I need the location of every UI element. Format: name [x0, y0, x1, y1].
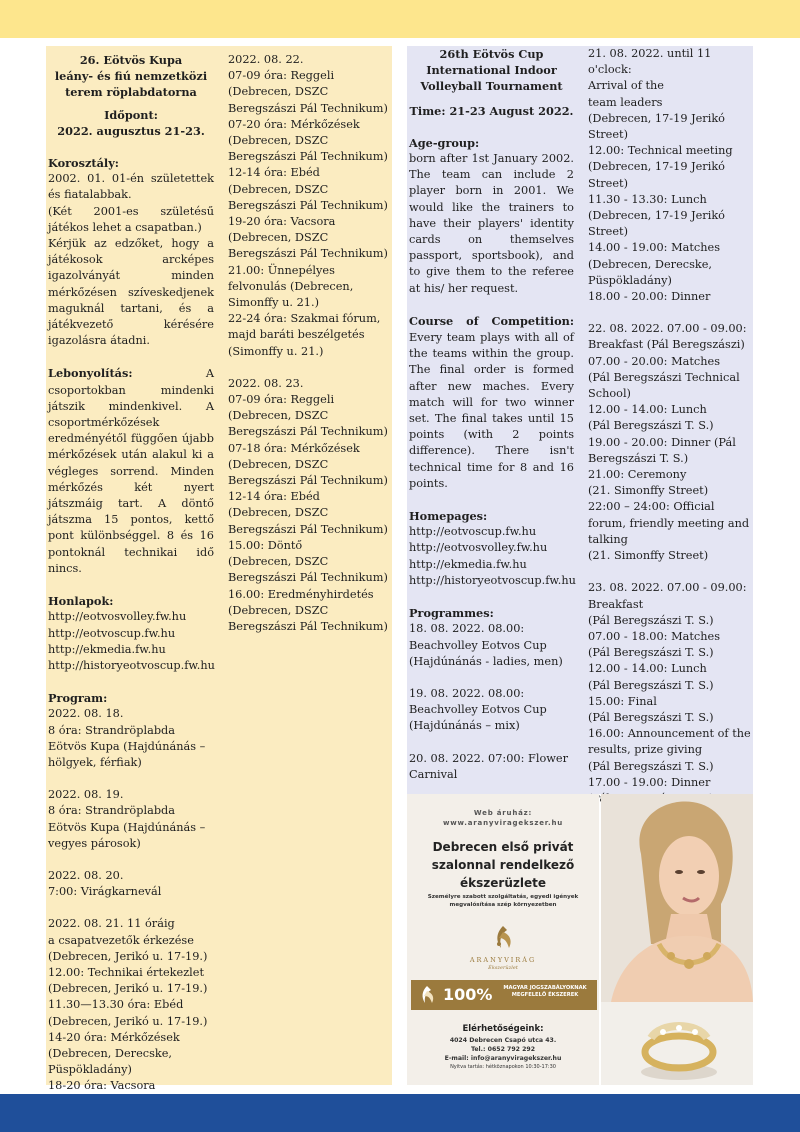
- top-color-bar: [0, 0, 800, 38]
- hungarian-column-2: [228, 52, 390, 635]
- en-title: [409, 46, 574, 95]
- hu-program-day: 2022. 08. 23. 07-09 óra: Reggeli (Debrecen, DSZC Beregszászi Pál Technikum) 07-18 óra: Mérkőzések (Debrecen, DSZC Beregszászi Pál Technikum) 12-14 óra: Ebéd (Debrecen, DSZC Beregszászi Pál Technikum) 15.00: Döntő (Debrecen, DSZC Beregszászi Pál Technikum) 16.00: Eredményhirdetés (Debrecen, DSZC Beregszászi Pál Technikum): [228, 376, 388, 633]
- hu-program-label: Program:: [48, 691, 108, 706]
- hu-korosztaly-label: Korosztály:: [48, 156, 119, 171]
- hu-link-2[interactable]: http://eotvoscup.fw.hu: [48, 626, 176, 640]
- en-program-day: 21. 08. 2022. until 11 o'clock: Arrival of the team leaders (Debrecen, 17-19 Jerikó Street) 12.00: Technical meeting (Debrecen, 17-19 Jerikó Street) 11.30 - 13.30: Lunch (Debrecen, 17-19 Jerikó Street) 14.00 - 19.00: Matches (Debrecen, Derecske, Püspökladány) 18.00 - 20.00: Dinner: [588, 47, 733, 304]
- ad-hours: Nyitva tartás: hétköznapokon 10:30-17:30: [450, 1064, 556, 1070]
- english-column-1: [409, 46, 574, 783]
- en-title-line: 26th Eötvös Cup: [439, 47, 544, 61]
- gold-ring-image: [601, 1002, 753, 1085]
- en-title-line: International Indoor: [426, 63, 557, 78]
- ad-contact-info: [407, 1036, 599, 1072]
- en-link-3[interactable]: http://ekmedia.fw.hu: [409, 557, 527, 571]
- en-course: [409, 313, 574, 492]
- model-photo-image: [601, 794, 753, 1002]
- hu-link-1[interactable]: http://eotvosvolley.fw.hu: [48, 610, 187, 624]
- flower-badge-icon: [415, 983, 439, 1007]
- hu-title-line: leány- és fiú nemzetközi: [54, 69, 208, 84]
- ad-email[interactable]: E-mail: info@aranyviragekszer.hu: [444, 1055, 562, 1062]
- hu-link-3[interactable]: http://ekmedia.fw.hu: [48, 642, 166, 656]
- ad-address: 4024 Debrecen Csapó utca 43.: [449, 1037, 557, 1044]
- hu-korosztaly-text: 2002. 01. 01-én születettek és fiatalabbak. (Két 2001-es születésű játékos lehet a csapatban.) Kérjük az edzőket, hogy a játékosok arcképes igazolványát minden mérkőzésen szíveskedjenek maguknál tartani, és a játékvezető kérésére igazolásra átadni.: [48, 172, 214, 348]
- hu-idopont-value: 2022. augusztus 21-23.: [57, 123, 205, 138]
- en-program-day: 18. 08. 2022. 08.00: Beachvolley Eotvos Cup (Hajdúnánás - ladies, men): [409, 622, 563, 668]
- ad-quality-banner: [411, 980, 597, 1010]
- hu-program-day: 2022. 08. 21. 11 óráig a csapatvezetők érkezése (Debrecen, Jerikó u. 17-19.) 12.00: Technikai értekezlet (Debrecen, Jerikó u. 17-19.) 11.30—13.30 óra: Ebéd (Debrecen, Jerikó u. 17-19.) 14-20 óra: Mérkőzések (Debrecen, Derecske, Püspökladány) 18-20 óra: Vacsora: [48, 917, 208, 1093]
- en-time: Time: 21-23 August 2022.: [409, 103, 574, 118]
- bottom-color-bar: [0, 1094, 800, 1132]
- ad-badge-text: MAGYAR JOGSZABÁLYOKNAK MEGFELELŐ ÉKSZEREK: [503, 985, 587, 998]
- english-column-2: [588, 46, 752, 807]
- ad-brand-sub: Ékszerüzlet: [488, 965, 518, 971]
- ad-brand: ARANYVIRÁG: [469, 956, 537, 964]
- hu-lebonyolitas: [48, 365, 214, 577]
- en-age-text: born after 1st January 2002. The team can include 2 player born in 2001. We would like the trainers to have their players' identity cards on themselves passport, sportsbook), and to give them to the referee at his/ her request.: [409, 152, 574, 295]
- hu-program-day: 2022. 08. 18. 8 óra: Strandröplabda Eötvös Kupa (Hajdúnánás – hölgyek, férfiak): [48, 707, 206, 769]
- ad-headline: Debrecen első privát szalonnal rendelkező ékszerüzlete: [431, 840, 575, 890]
- hu-title: [48, 52, 214, 101]
- hu-idopont-label: Időpont:: [104, 107, 158, 122]
- en-age-label: Age-group:: [409, 135, 480, 150]
- en-title-line: Volleyball Tournament: [420, 79, 563, 94]
- en-program-day: 20. 08. 2022. 07:00: Flower Carnival: [409, 751, 569, 781]
- ad-subline: Személyre szabott szolgáltatás, egyedi igények megvalósítása szép környezetben: [427, 894, 579, 908]
- ad-text-area: [407, 794, 599, 1085]
- ad-percent: 100%: [443, 985, 493, 1004]
- hu-title-line: terem röplabdatorna: [65, 85, 197, 100]
- en-course-text: Every team plays with all of the teams within the group. The final order is formed after new maches. Every match will for two winner set. The final takes until 15 points (with 2 points difference). There isn't technical time for 8 and 16 points.: [409, 331, 574, 490]
- en-program-day: 23. 08. 2022. 07.00 - 09.00: Breakfast (Pál Beregszászi T. S.) 07.00 - 18.00: Matches (Pál Beregszászi T. S.) 12.00 - 14.00: Lunch (Pál Beregszászi T. S.) 15.00: Final (Pál Beregszászi T. S.) 16.00: Announcement of the results, prize giving (Pál Beregszászi T. S.) 17.00 - 19.00: Dinner: [588, 581, 751, 789]
- en-programmes-label: Programmes:: [409, 606, 494, 621]
- hu-program-day: 2022. 08. 22. 07-09 óra: Reggeli (Debrecen, DSZC Beregszászi Pál Technikum) 07-20 óra: Mérkőzések (Debrecen, DSZC Beregszászi Pál Technikum) 12-14 óra: Ebéd (Debrecen, DSZC Beregszászi Pál Technikum) 19-20 óra: Vacsora (Debrecen, DSZC Beregszászi Pál Technikum) 21.00: Ünnepélyes felvonulás (Debrecen, Simonffy u. 21.) 22-24 óra: Szakmai fórum, majd baráti beszélgetés (Simonffy u. 21.): [228, 53, 388, 358]
- hu-lebonyolitas-text: A csoportokban mindenki játszik mindenkivel. A csoportmérkőzések eredményétől függően újabb mérkőzések után alakul ki a végleges sorrend. Minden mérkőzés két nyert játszmáig tart. A döntő játszma 15 pontos, kettő pont különbséggel. 8 és 16 pontoknál technikai idő nincs.: [48, 367, 214, 575]
- ad-web-label: Web áruház:: [473, 809, 533, 817]
- hu-lebonyolitas-label: Lebonyolítás:: [48, 366, 133, 381]
- hu-honlapok-label: Honlapok:: [48, 594, 114, 609]
- en-link-4[interactable]: http://historyeotvoscup.fw.hu: [409, 573, 576, 587]
- en-link-1[interactable]: http://eotvoscup.fw.hu: [409, 525, 537, 539]
- en-link-2[interactable]: http://eotvosvolley.fw.hu: [409, 541, 548, 555]
- en-program-day: 19. 08. 2022. 08.00: Beachvolley Eotvos Cup (Hajdúnánás – mix): [409, 686, 547, 733]
- en-homepages-label: Homepages:: [409, 509, 488, 524]
- hu-program-day: 2022. 08. 19. 8 óra: Strandröplabda Eötvös Kupa (Hajdúnánás – vegyes párosok): [48, 788, 206, 850]
- en-program-day: 22. 08. 2022. 07.00 - 09.00: Breakfast (Pál Beregszászi) 07.00 - 20.00: Matches (Pál Beregszászi Technical School) 12.00 - 14.00: Lunch (Pál Beregszászi T. S.) 19.00 - 20.00: Dinner (Pál Beregszászi T. S.) 21.00: Ceremony (21. Simonffy Street) 22:00 – 24:00: Official forum, friendly meeting and talking (21. Simonffy Street): [588, 322, 750, 563]
- hu-title-line: 26. Eötvös Kupa: [79, 53, 183, 67]
- ad-web-url[interactable]: www.aranyviragekszer.hu: [442, 819, 564, 827]
- ad-contact-heading: Elérhetőségeink:: [462, 1024, 544, 1034]
- jewelry-advertisement[interactable]: [407, 794, 753, 1085]
- ad-phone: Tel.: 0652 792 292: [470, 1046, 536, 1053]
- flower-logo-icon: [487, 922, 519, 954]
- hu-program-day: 2022. 08. 20. 7:00: Virágkarnevál: [48, 868, 162, 899]
- hungarian-column-1: [48, 52, 214, 1095]
- ad-web-shop: [407, 808, 599, 828]
- hu-link-4[interactable]: http://historyeotvoscup.fw.hu: [48, 658, 215, 672]
- en-course-label: Course of Competition:: [409, 313, 574, 328]
